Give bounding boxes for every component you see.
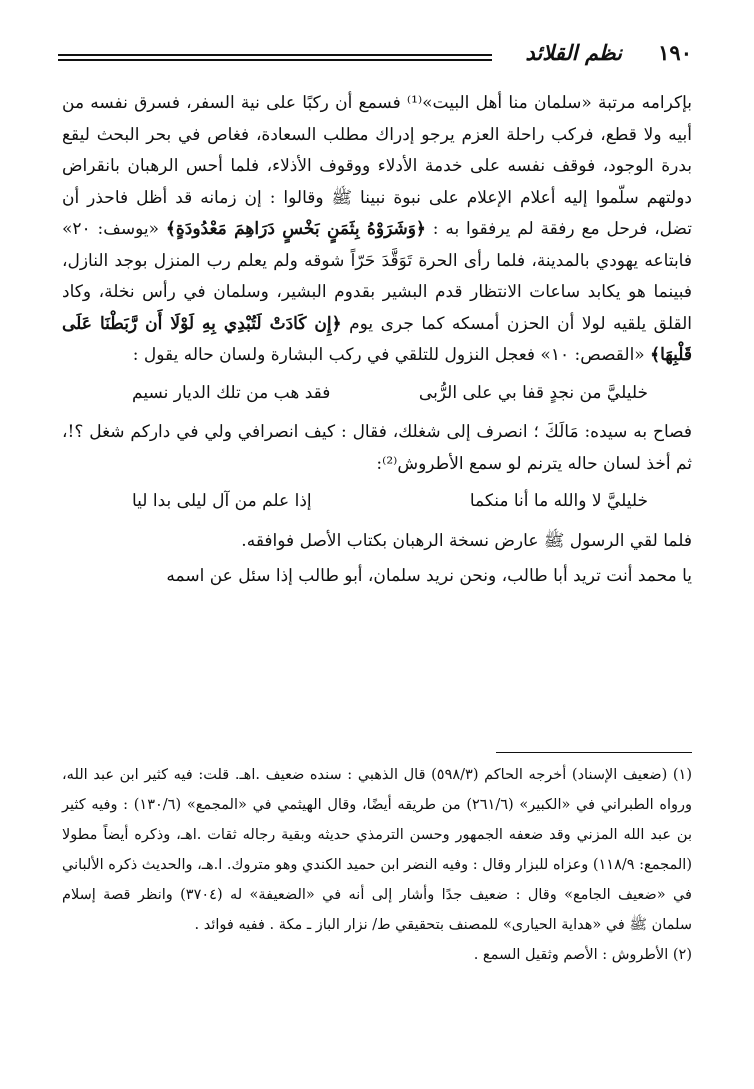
verse-first-hemistich: خليليَّ من نجدٍ قفا بي على الرُّبى (418, 382, 648, 403)
page-number: ١٩٠ (658, 40, 692, 65)
verse-second-hemistich: إذا علم من آل ليلى بدا ليا (132, 491, 312, 511)
paragraph: يا محمد أنت تريد أبا طالب، ونحن نريد سلمان، أبو طالب إذا سئل عن اسمه (166, 566, 692, 586)
main-text (62, 88, 692, 593)
text-run: بإكرامه مرتبة «سلمان منا أهل البيت»⁽¹⁾ فسمع أن ركبًا على نية السفر، فسرق نفسه من أبيه ولا قطع، فركب راحلة العزم يرجو إدراك مطلب السعادة، فغاص في بحر البحث ليقع بدرة الوجود، فوقف نفسه على خدمة الأدلاء ووقوف الأذلاء، فلما أحس الرهبان بانقراض دولتهم سلّموا إليه أعلام الإعلام على نبوة نبينا ﷺ وقالوا : إن زمانه قد أظل فاحذر أن تضل، فرحل مع رفقة لم يرفقوا به : (62, 93, 693, 239)
footnote-1: (١) (ضعيف الإسناد) أخرجه الحاكم (٥٩٨/٣) قال الذهبي : سنده ضعيف .اهـ. قلت: فيه كثير ابن عبد الله، ورواه الطبراني في «الكبير» (٢٦١/٦) من طريقه أيضًا، وقال الهيثمي في «المجمع» (١٣٠/٦) : وفيه كثير بن عبد الله المزني وقد ضعفه الجمهور وحسن الترمذي حديثه وبقية رجاله ثقات .اهـ، وذكره أيضاً مطولا (المجمع: ١١٨/٩) وعزاه للبزار وقال : وفيه النضر ابن حميد الكندي وهو متروك. ا.هـ، والحديث ذكره الألباني في «ضعيف الجامع» وقال : ضعيف جدًا وأشار إلى أنه في «الضعيفة» له (٣٧٠٤) وانظر قصة إسلام سلمان ﷺ في «هداية الحيارى» للمصنف بتحقيقي ط/ نزار الباز ـ مكة . ففيه فوائد . (61, 767, 693, 933)
footnotes (62, 760, 692, 970)
running-title: نظم القلائد (525, 40, 622, 65)
paragraph (62, 88, 692, 372)
footnote-separator (496, 752, 692, 753)
text-run: «يوسف: ٢٠» فابتاعه يهودي بالمدينة، فلما رأى الحرة تَوَقَّدَ حَرّاً شوقه ولم يعلم رب المنزل بوجد النازل، فبينما هو يكابد ساعات الانتظار قدم البشير بقدوم البشير، وسلمان في رأس نخلة، وكاد القلق يلقيه لولا أن الحزن أمسكه كما جرى يوم (62, 219, 692, 334)
verse-first-hemistich: خليليَّ لا والله ما أنا منكما (469, 491, 648, 511)
footnote-2: (٢) الأطروش : الأصم وثقيل السمع . (473, 947, 692, 963)
text-run: «القصص: ١٠» فعجل النزول للتلقي في ركب البشارة ولسان حاله يقول : (132, 345, 645, 365)
poetry-verse (62, 486, 692, 518)
poetry-verse (62, 378, 692, 410)
quran-verse: ﴿إِن كَادَتْ لَتُبْدِي بِهِ لَوْلَا أَن رَّبَطْنَا عَلَى قَلْبِهَا﴾ (62, 313, 692, 365)
paragraph: فلما لقي الرسول ﷺ عارض نسخة الرهبان بكتاب الأصل فوافقه. (241, 530, 692, 551)
verse-second-hemistich: فقد هب من تلك الديار نسيم (132, 382, 331, 403)
quran-verse: ﴿وَشَرَوْهُ بِثَمَنٍ بَخْسٍ دَرَاهِمَ مَعْدُودَةٍ﴾ (165, 219, 426, 239)
paragraph: فصاح به سيده: مَالَكَ ؛ انصرف إلى شغلك، فقال : كيف انصرافي ولي في داركم شغل ؟!، ثم أخذ لسان حاله يترنم لو سمع الأطروش⁽²⁾: (62, 422, 692, 474)
header-rule (58, 54, 492, 61)
page-header (58, 40, 692, 74)
